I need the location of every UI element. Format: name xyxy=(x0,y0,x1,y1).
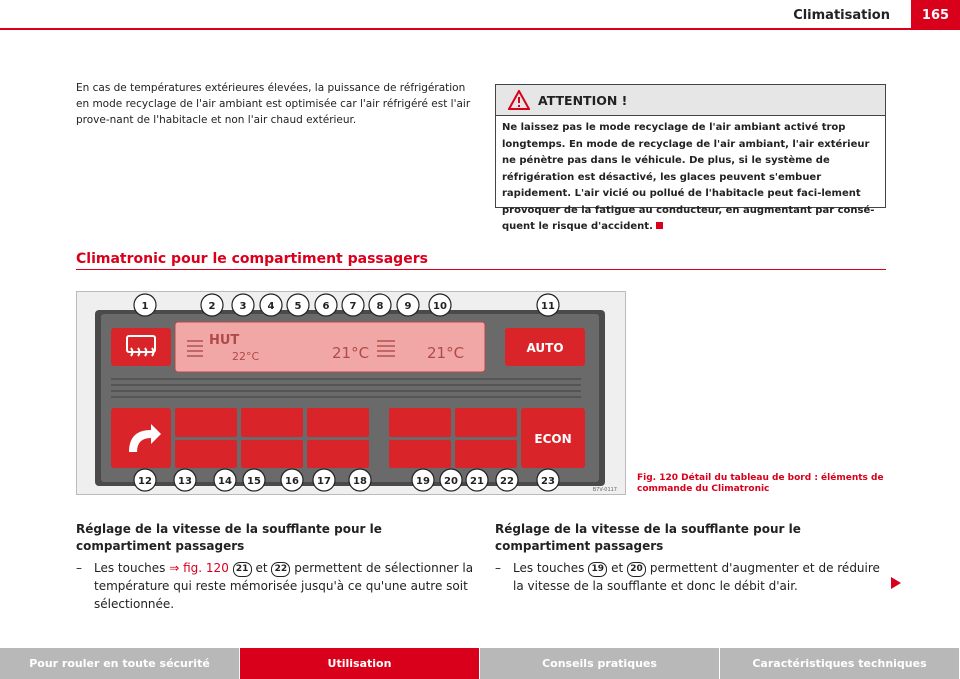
auto-button-label: AUTO xyxy=(526,341,564,355)
ref-badge-19: 19 xyxy=(588,562,607,577)
callout-number: 5 xyxy=(294,301,302,312)
climatronic-figure xyxy=(76,291,626,495)
callout-number: 22 xyxy=(500,476,514,487)
callout-number: 4 xyxy=(267,301,275,312)
right-column-heading: Réglage de la vitesse de la soufflante pour le compartiment passagers xyxy=(495,522,801,553)
left-column-heading: Réglage de la vitesse de la soufflante pour le compartiment passagers xyxy=(76,522,382,553)
ref-badge-20: 20 xyxy=(627,562,646,577)
footer-nav xyxy=(0,648,960,679)
callout-number: 2 xyxy=(208,301,216,312)
footer-tab-tips[interactable]: Conseils pratiques xyxy=(480,648,720,679)
warning-triangle-icon xyxy=(508,90,530,110)
callout-number: 7 xyxy=(349,301,357,312)
callout-number: 10 xyxy=(433,301,447,312)
ref-badge-22: 22 xyxy=(271,562,290,577)
list-dash: – xyxy=(76,561,82,575)
callout-number: 14 xyxy=(218,476,232,487)
attention-box xyxy=(495,84,886,232)
display-right-temp: 21°C xyxy=(427,344,465,362)
callout-number: 3 xyxy=(239,301,247,312)
list-dash: – xyxy=(495,561,501,575)
attention-title: ATTENTION ! xyxy=(538,92,628,108)
intro-paragraph: En cas de températures extérieures élevées, la puissance de réfrigération en mode recyclage de l'air ambiant est optimisée car l'air réfrigéré est l'air prove-nant de l'habitacle et non l'air chaud extérieur. xyxy=(76,82,471,126)
page-number: 165 xyxy=(911,0,960,30)
section-title: Climatronic pour le compartiment passagers xyxy=(76,251,428,267)
attention-body xyxy=(496,116,885,240)
left-text-end: permettent de sélectionner la température qui reste mémorisée jusqu'à ce qu'une autre soit sélectionnée. xyxy=(94,561,474,611)
callout-number: 23 xyxy=(541,476,555,487)
display-mode-text: HUT xyxy=(209,333,240,348)
callout-number: 21 xyxy=(470,476,484,487)
callout-number: 15 xyxy=(247,476,261,487)
end-of-section-icon xyxy=(656,222,663,229)
callout-number: 13 xyxy=(178,476,192,487)
climatronic-panel-illustration xyxy=(77,292,625,494)
display-center-temp: 21°C xyxy=(332,344,370,362)
attention-header xyxy=(496,85,885,116)
right-text-start: Les touches xyxy=(513,561,585,575)
page-header-title: Climatisation xyxy=(793,8,890,23)
callout-number: 16 xyxy=(285,476,299,487)
ref-badge-21: 21 xyxy=(233,562,252,577)
callout-number: 11 xyxy=(541,301,555,312)
callout-number: 18 xyxy=(353,476,367,487)
callout-number: 20 xyxy=(444,476,458,487)
callout-number: 8 xyxy=(376,301,384,312)
display-left-temp: 22°C xyxy=(232,350,260,363)
figure-code: B7V-0117 xyxy=(592,487,617,493)
right-column-paragraph xyxy=(495,559,885,595)
footer-tab-usage[interactable]: Utilisation xyxy=(240,648,480,679)
callout-number: 17 xyxy=(317,476,331,487)
left-text-and: et xyxy=(255,561,268,575)
callout-number: 6 xyxy=(322,301,330,312)
left-column-paragraph xyxy=(76,559,476,613)
econ-button-label: ECON xyxy=(534,432,572,446)
attention-text: Ne laissez pas le mode recyclage de l'air ambiant activé trop longtemps. En mode de recyclage de l'air ambiant, l'air extérieur ne pénètre pas dans le véhicule. De plus, si le système de réfrigération est désactivé, les glaces peuvent s'embuer rapidement. L'air vicié ou pollué de l'habitacle peut faci-lement provoquer de la fatigue au conducteur, en augmentant par consé-quent le risque d'accident. xyxy=(502,122,875,232)
section-rule xyxy=(76,269,886,270)
right-text-end: permettent d'augmenter et de réduire la vitesse de la soufflante et donc le débit d'air. xyxy=(513,561,880,593)
header-rule xyxy=(0,28,911,30)
right-text-and: et xyxy=(611,561,624,575)
callout-number: 9 xyxy=(404,301,412,312)
figure-caption: Fig. 120 Détail du tableau de bord : éléments de commande du Climatronic xyxy=(637,473,884,494)
footer-tab-safety[interactable]: Pour rouler en toute sécurité xyxy=(0,648,240,679)
callout-number: 12 xyxy=(138,476,152,487)
left-text-start: Les touches xyxy=(94,561,166,575)
callout-number: 1 xyxy=(141,301,149,312)
footer-tab-technical[interactable]: Caractéristiques techniques xyxy=(720,648,960,679)
figure-reference-link[interactable]: ⇒ fig. 120 xyxy=(169,561,229,575)
callout-number: 19 xyxy=(416,476,430,487)
next-page-arrow-icon[interactable] xyxy=(890,575,902,594)
